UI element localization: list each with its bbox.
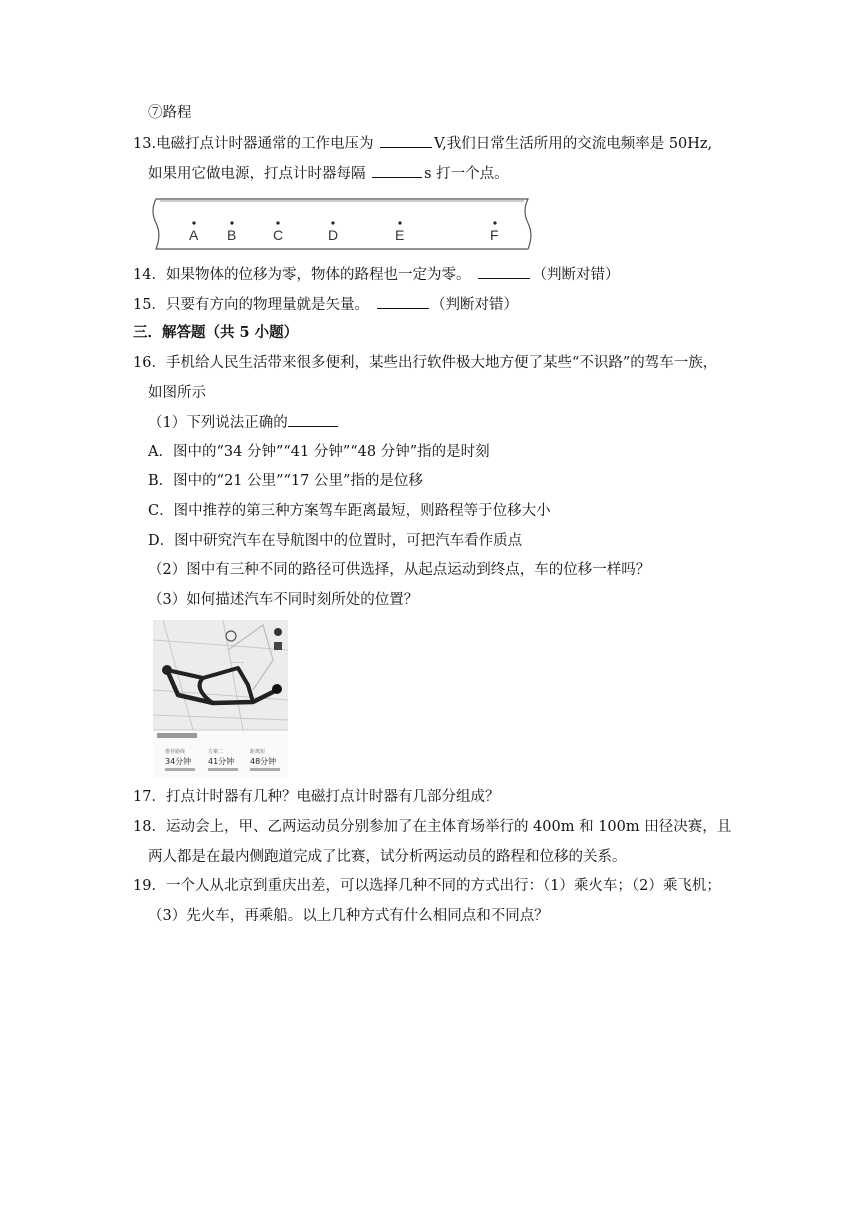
- answer-blank-voltage[interactable]: [380, 133, 432, 148]
- option-d: D．图中研究汽车在导航图中的位置时，可把汽车看作质点: [148, 533, 523, 549]
- question-15-number: 15．: [133, 297, 166, 313]
- tape-label-b: B: [227, 227, 237, 243]
- question-17: [133, 787, 499, 807]
- question-17-text: 打点计时器有几种？电磁打点计时器有几部分组成？: [165, 789, 500, 805]
- map-time-41: 41分钟: [208, 757, 235, 766]
- section-3-heading: 三．解答题（共 5 小题）: [133, 324, 299, 341]
- tape-label-d: D: [328, 227, 339, 243]
- map-time-48: 48分钟: [250, 757, 277, 766]
- answer-blank-interval[interactable]: [372, 163, 422, 178]
- map-time-34: 34分钟: [165, 757, 192, 766]
- answer-blank-15[interactable]: [377, 294, 429, 309]
- answer-blank-14[interactable]: [478, 264, 530, 279]
- question-19-text-1: 一个人从北京到重庆出差，可以选择几种不同的方式出行：（1）乘火车；（2）乘飞机；: [165, 878, 721, 894]
- tape-dot-d: [331, 221, 334, 224]
- tape-label-a: A: [189, 227, 199, 243]
- option-b: B．图中的“21 公里”“17 公里”指的是位移: [148, 473, 423, 489]
- question-13-text-b: V,我们日常生活所用的交流电频率是 50Hz,: [434, 136, 713, 152]
- svg-text:········: ········: [231, 660, 244, 666]
- question-16-sub-2: （2）图中有三种不同的路径可供选择，从起点运动到终点，车的位移一样吗？: [148, 562, 651, 578]
- question-13-text-c: 如果用它做电源，打点计时器每隔: [148, 166, 371, 182]
- question-18-line-2: 两人都是在最内侧跑道完成了比赛，试分析两运动员的路程和位移的关系。: [148, 849, 627, 865]
- question-16-sub-1-text: （1）下列说法正确的: [148, 415, 288, 431]
- question-16-sub-1: [148, 412, 340, 433]
- question-15: [133, 294, 518, 315]
- map-route-label-3: 距离短: [250, 749, 266, 755]
- map-route-label-1: 推荐路线: [165, 749, 186, 755]
- question-16-sub-3: （3）如何描述汽车不同时刻所处的位置？: [148, 592, 419, 608]
- tape-dot-b: [230, 221, 233, 224]
- question-13-text-a: 电磁打点计时器通常的工作电压为: [156, 136, 379, 152]
- tape-dot-e: [398, 221, 401, 224]
- question-16-text-1: 手机给人民生活带来很多便利，某些出行软件极大地方便了某些“不识路”的驾车一族，: [165, 355, 718, 371]
- tape-dot-c: [276, 221, 279, 224]
- option-c: C．图中推荐的第三种方案驾车距离最短，则路程等于位移大小: [148, 503, 551, 519]
- tape-dot-a: [192, 221, 195, 224]
- q12-option-7: ⑦路程: [148, 105, 192, 121]
- question-13-line-1: [133, 133, 712, 154]
- tape-label-c: C: [273, 227, 284, 243]
- question-19-line-1: [133, 876, 721, 896]
- question-14-text: 如果物体的位移为零，物体的路程也一定为零。: [165, 267, 471, 283]
- question-13-number: 13.: [133, 136, 157, 152]
- map-route-label-2: 方案二: [208, 749, 224, 755]
- question-18-line-1: [133, 817, 731, 837]
- answer-blank-16-1[interactable]: [288, 412, 338, 427]
- question-19-number: 19．: [133, 878, 166, 894]
- tape-label-e: E: [395, 227, 405, 243]
- question-15-tail: （判断对错）: [430, 297, 518, 313]
- question-19-line-2: （3）先火车，再乘船。以上几种方式有什么相同点和不同点？: [148, 908, 549, 924]
- tape-dot-f: [493, 221, 496, 224]
- question-16-line-1: [133, 353, 717, 373]
- question-16-line-2: 如图所示: [148, 385, 206, 401]
- question-18-text-1: 运动会上，甲、乙两运动员分别参加了在主体育场举行的 400m 和 100m 田径决赛，且: [165, 819, 732, 835]
- option-a: A．图中的“34 分钟”“41 分钟”“48 分钟”指的是时刻: [148, 444, 490, 460]
- question-15-text: 只要有方向的物理量就是矢量。: [165, 297, 369, 313]
- question-13-text-d: s 打一个点。: [424, 166, 509, 182]
- question-18-number: 18．: [133, 819, 166, 835]
- question-16-number: 16．: [133, 355, 166, 371]
- paper-tape-figure: [150, 193, 540, 255]
- navigation-map-image: [153, 620, 288, 778]
- question-13-line-2: [148, 163, 509, 184]
- question-14: [133, 264, 619, 285]
- question-17-number: 17．: [133, 789, 166, 805]
- question-14-number: 14．: [133, 267, 166, 283]
- tape-label-f: F: [490, 227, 499, 243]
- question-14-tail: （判断对错）: [532, 267, 620, 283]
